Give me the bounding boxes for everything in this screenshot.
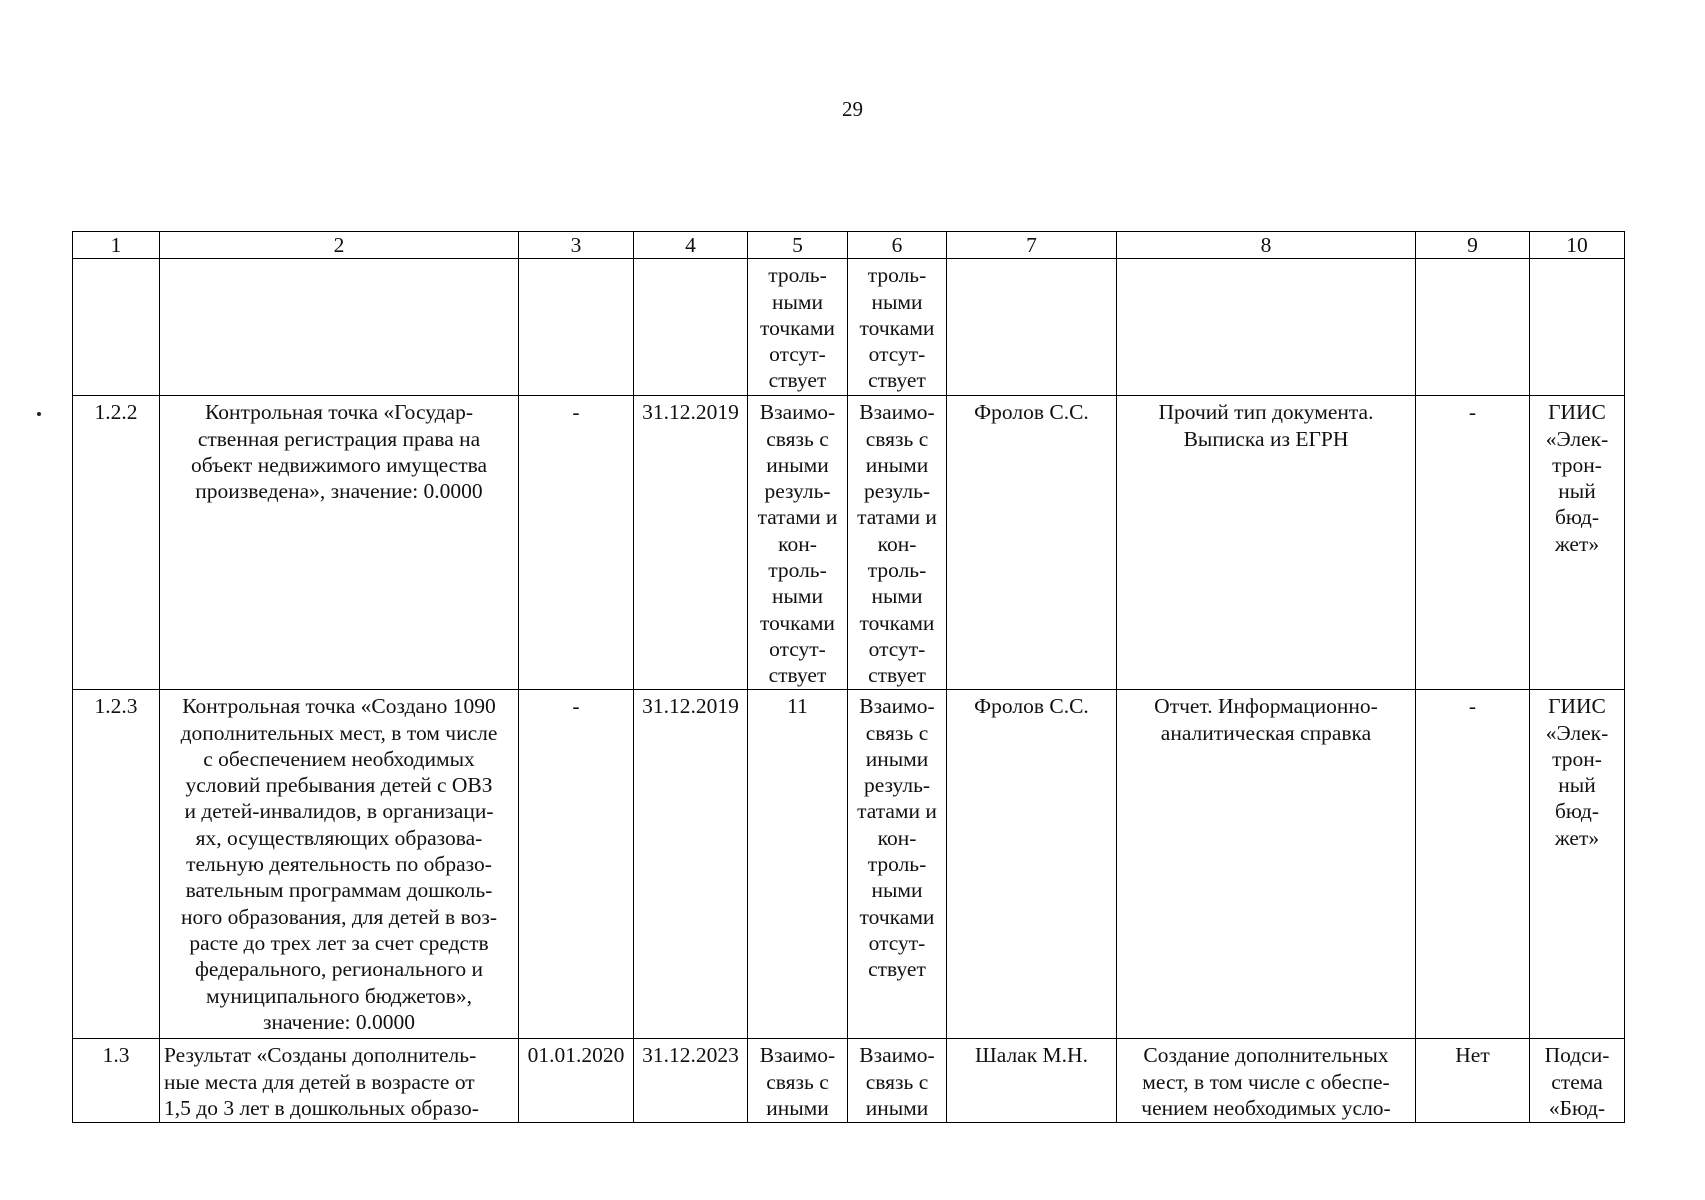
table-cell-col8 bbox=[1117, 259, 1416, 396]
cell-line: ный bbox=[1558, 773, 1596, 798]
cell-line: ными bbox=[871, 289, 923, 314]
cell-line: ного образования, для детей в воз- bbox=[181, 904, 497, 929]
header-cell-1: 1 bbox=[73, 232, 160, 259]
cell-line: кон- bbox=[877, 531, 917, 556]
table-row bbox=[73, 259, 1625, 396]
table-cell-col2 bbox=[160, 690, 519, 1039]
cell-line: точками bbox=[760, 315, 835, 340]
cell-line: кон- bbox=[778, 531, 817, 556]
cell-line: ный bbox=[1558, 479, 1596, 504]
cell-line: Взаимо- bbox=[859, 694, 935, 719]
cell-line: татами и bbox=[857, 505, 937, 530]
table-cell-col5 bbox=[748, 259, 848, 396]
cell-line: ствует bbox=[868, 663, 926, 688]
cell-line: иными bbox=[766, 1095, 829, 1120]
cell-line: ствует bbox=[768, 663, 827, 688]
table-row bbox=[73, 1039, 1625, 1123]
table-cell-col10 bbox=[1530, 690, 1625, 1039]
table-cell-col3 bbox=[519, 259, 634, 396]
cell-line: иными bbox=[766, 452, 829, 477]
cell-line: ГИИС bbox=[1548, 694, 1606, 719]
cell-line: отсут- bbox=[868, 930, 926, 955]
table-row bbox=[73, 396, 1625, 690]
table-cell-col8 bbox=[1117, 1039, 1416, 1123]
table-cell-col2 bbox=[160, 259, 519, 396]
cell-line: Создание дополнительных bbox=[1143, 1043, 1389, 1068]
cell-line: Контрольная точка «Государ- bbox=[204, 400, 474, 425]
cell-line: ствует bbox=[868, 368, 926, 393]
cell-line: татами и bbox=[757, 505, 838, 530]
table-body bbox=[73, 232, 1625, 1123]
cell-line: связь с bbox=[865, 1069, 929, 1094]
cell-line: 1,5 до 3 лет в дошкольных образо- bbox=[164, 1095, 479, 1120]
cell-line: Прочий тип документа. bbox=[1158, 400, 1374, 425]
table-cell-col1: 1.3 bbox=[73, 1039, 160, 1123]
table-cell-col4 bbox=[634, 259, 748, 396]
table-cell-col8 bbox=[1117, 396, 1416, 690]
table-cell-col9: - bbox=[1416, 396, 1530, 690]
cell-line: чением необходимых усло- bbox=[1141, 1095, 1391, 1120]
cell-line: троль- bbox=[867, 558, 927, 583]
cell-line: связь с bbox=[766, 426, 829, 451]
table-cell-col1 bbox=[73, 259, 160, 396]
cell-line: Взаимо- bbox=[859, 400, 935, 425]
table-cell-col1: 1.2.3 bbox=[73, 690, 160, 1039]
cell-line: отсут- bbox=[769, 636, 826, 661]
cell-line: муниципального бюджетов», bbox=[206, 983, 472, 1008]
cell-line: ГИИС bbox=[1548, 400, 1606, 425]
header-cell-7: 7 bbox=[947, 232, 1117, 259]
cell-line: мест, в том числе с обеспе- bbox=[1142, 1069, 1390, 1094]
cell-line: троль- bbox=[867, 263, 927, 288]
cell-line: аналитическая справка bbox=[1160, 720, 1372, 745]
cell-line: Отчет. Информационно- bbox=[1154, 694, 1378, 719]
cell-line: троль- bbox=[867, 852, 927, 877]
cell-line: связь с bbox=[865, 720, 929, 745]
cell-line: связь с bbox=[865, 426, 929, 451]
table-cell-col10 bbox=[1530, 396, 1625, 690]
cell-line: иными bbox=[865, 746, 929, 771]
cell-line: и детей-инвалидов, в организаци- bbox=[184, 799, 494, 824]
results-table bbox=[72, 231, 1625, 1123]
cell-line: троль- bbox=[768, 263, 827, 288]
cell-line: иными bbox=[865, 452, 929, 477]
table-cell-col4: 31.12.2019 bbox=[634, 690, 748, 1039]
cell-line: стема bbox=[1551, 1069, 1603, 1094]
cell-line: ственная регистрация права на bbox=[197, 426, 481, 451]
header-cell-10: 10 bbox=[1530, 232, 1625, 259]
cell-line: отсут- bbox=[769, 342, 826, 367]
header-cell-8: 8 bbox=[1117, 232, 1416, 259]
cell-line: иными bbox=[865, 1095, 929, 1120]
cell-line: татами и bbox=[857, 799, 937, 824]
cell-line: жет» bbox=[1554, 531, 1600, 556]
table-cell-col6 bbox=[848, 1039, 947, 1123]
cell-line: объект недвижимого имущества bbox=[190, 452, 488, 477]
cell-line: «Бюд- bbox=[1548, 1095, 1606, 1120]
table-cell-col10 bbox=[1530, 259, 1625, 396]
cell-line: точками bbox=[760, 610, 835, 635]
scan-speck bbox=[37, 412, 41, 416]
cell-line: ными bbox=[871, 584, 923, 609]
table-cell-col8 bbox=[1117, 690, 1416, 1039]
table-cell-col1: 1.2.2 bbox=[73, 396, 160, 690]
table-cell-col4: 31.12.2019 bbox=[634, 396, 748, 690]
cell-line: трон- bbox=[1552, 452, 1602, 477]
cell-line: резуль- bbox=[764, 479, 831, 504]
header-cell-4: 4 bbox=[634, 232, 748, 259]
cell-line: Результат «Созданы дополнитель- bbox=[164, 1043, 477, 1068]
table-cell-col9: - bbox=[1416, 690, 1530, 1039]
table-header-row bbox=[73, 232, 1625, 259]
cell-line: ными bbox=[871, 878, 923, 903]
cell-line: точками bbox=[859, 904, 935, 929]
table-cell-col5 bbox=[748, 690, 848, 1039]
cell-line: резуль- bbox=[863, 773, 931, 798]
cell-line: ях, осуществляющих образова- bbox=[195, 825, 483, 850]
cell-line: ствует bbox=[868, 957, 926, 982]
cell-line: ствует bbox=[768, 368, 827, 393]
table-cell-col3: - bbox=[519, 396, 634, 690]
cell-line: вательным программам дошколь- bbox=[185, 878, 493, 903]
cell-line: Подси- bbox=[1544, 1043, 1610, 1068]
cell-line: бюд- bbox=[1554, 799, 1599, 824]
table-cell-col6 bbox=[848, 396, 947, 690]
cell-line: расте до трех лет за счет средств bbox=[189, 930, 489, 955]
cell-line: «Элек- bbox=[1545, 720, 1609, 745]
table-cell-col4: 31.12.2023 bbox=[634, 1039, 748, 1123]
header-cell-3: 3 bbox=[519, 232, 634, 259]
cell-line: бюд- bbox=[1554, 505, 1599, 530]
cell-line: троль- bbox=[768, 558, 827, 583]
cell-line: Выписка из ЕГРН bbox=[1183, 426, 1349, 451]
cell-line: связь с bbox=[766, 1069, 829, 1094]
cell-line: ными bbox=[771, 289, 824, 314]
cell-line: Взаимо- bbox=[759, 400, 836, 425]
cell-line: кон- bbox=[877, 825, 917, 850]
table-cell-col2 bbox=[160, 1039, 519, 1123]
cell-line: отсут- bbox=[868, 636, 926, 661]
cell-line: тельную деятельность по образо- bbox=[186, 852, 492, 877]
cell-line: «Элек- bbox=[1545, 426, 1609, 451]
cell-line: дополнительных мест, в том числе bbox=[180, 720, 498, 745]
table-cell-col6 bbox=[848, 259, 947, 396]
cell-line: с обеспечением необходимых bbox=[203, 746, 475, 771]
header-cell-5: 5 bbox=[748, 232, 848, 259]
table-cell-col5 bbox=[748, 1039, 848, 1123]
table-cell-col7 bbox=[947, 259, 1117, 396]
table-cell-col5 bbox=[748, 396, 848, 690]
cell-line: жет» bbox=[1554, 825, 1600, 850]
cell-line: Взаимо- bbox=[859, 1043, 935, 1068]
table-cell-col7: Фролов С.С. bbox=[947, 690, 1117, 1039]
table-cell-col3: - bbox=[519, 690, 634, 1039]
cell-line: произведена», значение: 0.0000 bbox=[195, 479, 483, 504]
table-cell-col3: 01.01.2020 bbox=[519, 1039, 634, 1123]
cell-line: точками bbox=[859, 315, 935, 340]
header-cell-2: 2 bbox=[160, 232, 519, 259]
cell-line: Взаимо- bbox=[759, 1043, 836, 1068]
page-number: 29 bbox=[842, 97, 863, 121]
cell-line: 11 bbox=[787, 694, 808, 719]
table-cell-col7: Фролов С.С. bbox=[947, 396, 1117, 690]
cell-line: значение: 0.0000 bbox=[262, 1009, 416, 1034]
cell-line: точками bbox=[859, 610, 935, 635]
table-row bbox=[73, 690, 1625, 1039]
table-cell-col6 bbox=[848, 690, 947, 1039]
cell-line: ные места для детей в возрасте от bbox=[164, 1069, 475, 1094]
cell-line: Контрольная точка «Создано 1090 bbox=[182, 694, 496, 719]
header-cell-9: 9 bbox=[1416, 232, 1530, 259]
cell-line: условий пребывания детей с ОВЗ bbox=[185, 773, 493, 798]
cell-line: федерального, регионального и bbox=[194, 957, 484, 982]
cell-line: резуль- bbox=[863, 479, 931, 504]
cell-line: отсут- bbox=[868, 342, 926, 367]
table-cell-col7: Шалак М.Н. bbox=[947, 1039, 1117, 1123]
table-cell-col9 bbox=[1416, 259, 1530, 396]
table-cell-col2 bbox=[160, 396, 519, 690]
cell-line: трон- bbox=[1552, 746, 1602, 771]
cell-line: ными bbox=[771, 584, 824, 609]
table-cell-col9: Нет bbox=[1416, 1039, 1530, 1123]
header-cell-6: 6 bbox=[848, 232, 947, 259]
table-cell-col10 bbox=[1530, 1039, 1625, 1123]
